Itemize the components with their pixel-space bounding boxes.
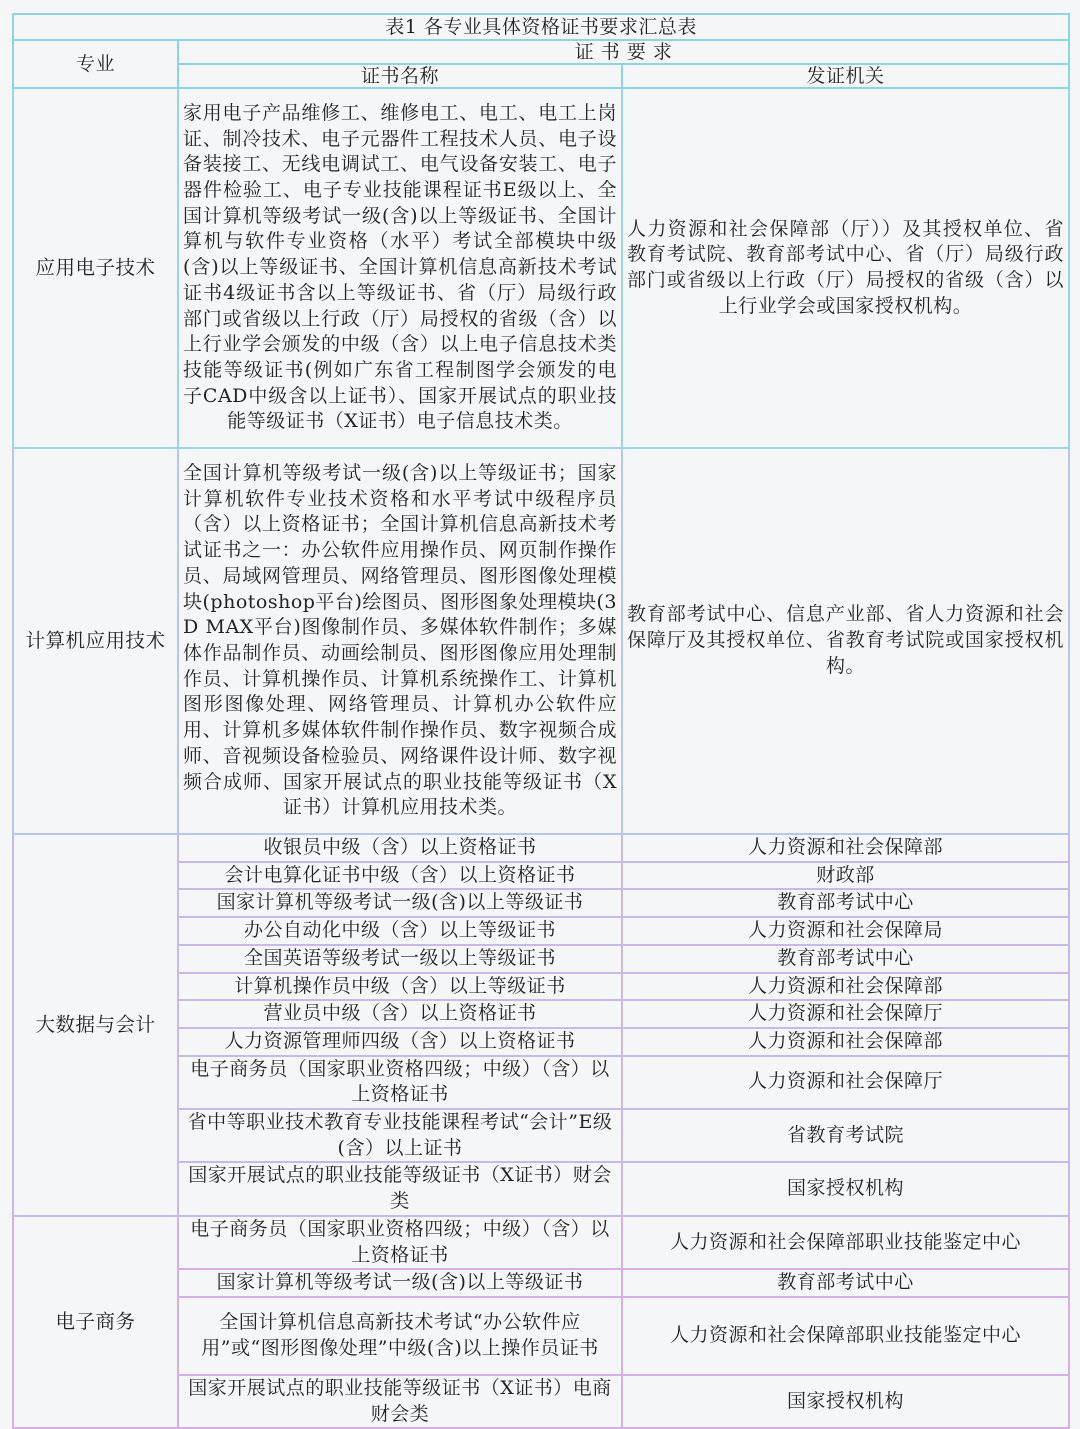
issuer-cell: 国家授权机构 [622, 1375, 1069, 1428]
issuer-cell: 人力资源和社会保障部 [622, 973, 1069, 1001]
header-issuer: 发证机关 [622, 64, 1069, 88]
cert-cell: 办公自动化中级（含）以上等级证书 [178, 917, 622, 945]
cert-cell: 国家开展试点的职业技能等级证书（X证书）电商财会类 [178, 1375, 622, 1428]
cert-cell: 电子商务员（国家职业资格四级；中级）（含）以上资格证书 [178, 1216, 622, 1269]
major-cell: 电子商务 [13, 1216, 178, 1429]
issuer-cell: 教育部考试中心、信息产业部、省人力资源和社会保障厅及其授权单位、省教育考试院或国家授权机构。 [622, 448, 1069, 834]
cert-cell: 计算机操作员中级（含）以上等级证书 [178, 973, 622, 1001]
cert-cell: 国家计算机等级考试一级(含)以上等级证书 [178, 889, 622, 917]
cert-cell: 人力资源管理师四级（含）以上资格证书 [178, 1028, 622, 1056]
major-cell: 大数据与会计 [13, 834, 178, 1216]
issuer-cell: 人力资源和社会保障厅 [622, 1000, 1069, 1028]
issuer-cell: 人力资源和社会保障局 [622, 917, 1069, 945]
issuer-cell: 人力资源和社会保障部 [622, 834, 1069, 862]
table-title: 表1 各专业具体资格证书要求汇总表 [13, 14, 1069, 40]
header-requirements: 证 书 要 求 [178, 40, 1069, 64]
cert-cell: 全国英语等级考试一级以上等级证书 [178, 945, 622, 973]
cert-cell: 国家计算机等级考试一级(含)以上等级证书 [178, 1269, 622, 1297]
cert-cell: 收银员中级（含）以上资格证书 [178, 834, 622, 862]
table-row [13, 88, 1069, 448]
issuer-cell: 人力资源和社会保障厅 [622, 1056, 1069, 1109]
table-row [13, 1216, 1069, 1269]
major-cell: 计算机应用技术 [13, 448, 178, 834]
issuer-cell: 教育部考试中心 [622, 945, 1069, 973]
table-row [13, 448, 1069, 834]
header-cert-name: 证书名称 [178, 64, 622, 88]
table-title-row [13, 14, 1069, 40]
table-row [13, 834, 1069, 862]
header-major: 专业 [13, 40, 178, 88]
issuer-cell: 人力资源和社会保障部职业技能鉴定中心 [622, 1297, 1069, 1375]
issuer-cell: 财政部 [622, 862, 1069, 890]
cert-cell: 家用电子产品维修工、维修电工、电工、电工上岗证、制冷技术、电子元器件工程技术人员、电子设备装接工、无线电调试工、电气设备安装工、电子器件检验工、电子专业技能课程证书E级以上、全国计算机等级考试一级(含)以上等级证书、全国计算机与软件专业资格（水平）考试全部模块中级(含)以上等级证书、全国计算机信息高新技术考试证书4级证书含以上等级证书、省（厅）局级行政部门或省级以上行政（厅）局授权的省级（含）以上行业学会颁发的中级（含）以上电子信息技术类技能等级证书(例如广东省工程制图学会颁发的电子CAD中级含以上证书）、国家开展试点的职业技能等级证书（X证书）电子信息技术类。 [178, 88, 622, 448]
issuer-cell: 教育部考试中心 [622, 889, 1069, 917]
issuer-cell: 教育部考试中心 [622, 1269, 1069, 1297]
header-row-1 [13, 40, 1069, 64]
certificate-requirements-table [12, 13, 1070, 1429]
cert-cell: 全国计算机信息高新技术考试“办公软件应用”或“图形图像处理”中级(含)以上操作员证书 [178, 1297, 622, 1375]
issuer-cell: 人力资源和社会保障部 [622, 1028, 1069, 1056]
cert-cell: 省中等职业技术教育专业技能课程考试“会计”E级(含）以上证书 [178, 1109, 622, 1162]
issuer-cell: 国家授权机构 [622, 1162, 1069, 1215]
cert-cell: 会计电算化证书中级（含）以上资格证书 [178, 862, 622, 890]
major-cell: 应用电子技术 [13, 88, 178, 448]
cert-cell: 电子商务员（国家职业资格四级；中级）（含）以上资格证书 [178, 1056, 622, 1109]
document [12, 13, 1068, 1429]
cert-cell: 全国计算机等级考试一级(含)以上等级证书；国家计算机软件专业技术资格和水平考试中级程序员（含）以上资格证书；全国计算机信息高新技术考试证书之一：办公软件应用操作员、网页制作操作员、局域网管理员、网络管理员、图形图像处理模块(photoshop平台)绘图员、图形图象处理模块(3D MAX平台)图像制作员、多媒体软件制作；多媒体作品制作员、动画绘制员、图形图像应用处理制作员、计算机操作员、计算机系统操作工、计算机图形图像处理、网络管理员、计算机办公软件应用、计算机多媒体软件制作操作员、数字视频合成师、音视频设备检验员、网络课件设计师、数字视频合成师、国家开展试点的职业技能等级证书（X证书）计算机应用技术类。 [178, 448, 622, 834]
issuer-cell: 人力资源和社会保障部（厅））及其授权单位、省教育考试院、教育部考试中心、省（厅）局级行政部门或省级以上行政（厅）局授权的省级（含）以上行业学会或国家授权机构。 [622, 88, 1069, 448]
issuer-cell: 省教育考试院 [622, 1109, 1069, 1162]
cert-cell: 国家开展试点的职业技能等级证书（X证书）财会类 [178, 1162, 622, 1215]
cert-cell: 营业员中级（含）以上资格证书 [178, 1000, 622, 1028]
issuer-cell: 人力资源和社会保障部职业技能鉴定中心 [622, 1216, 1069, 1269]
